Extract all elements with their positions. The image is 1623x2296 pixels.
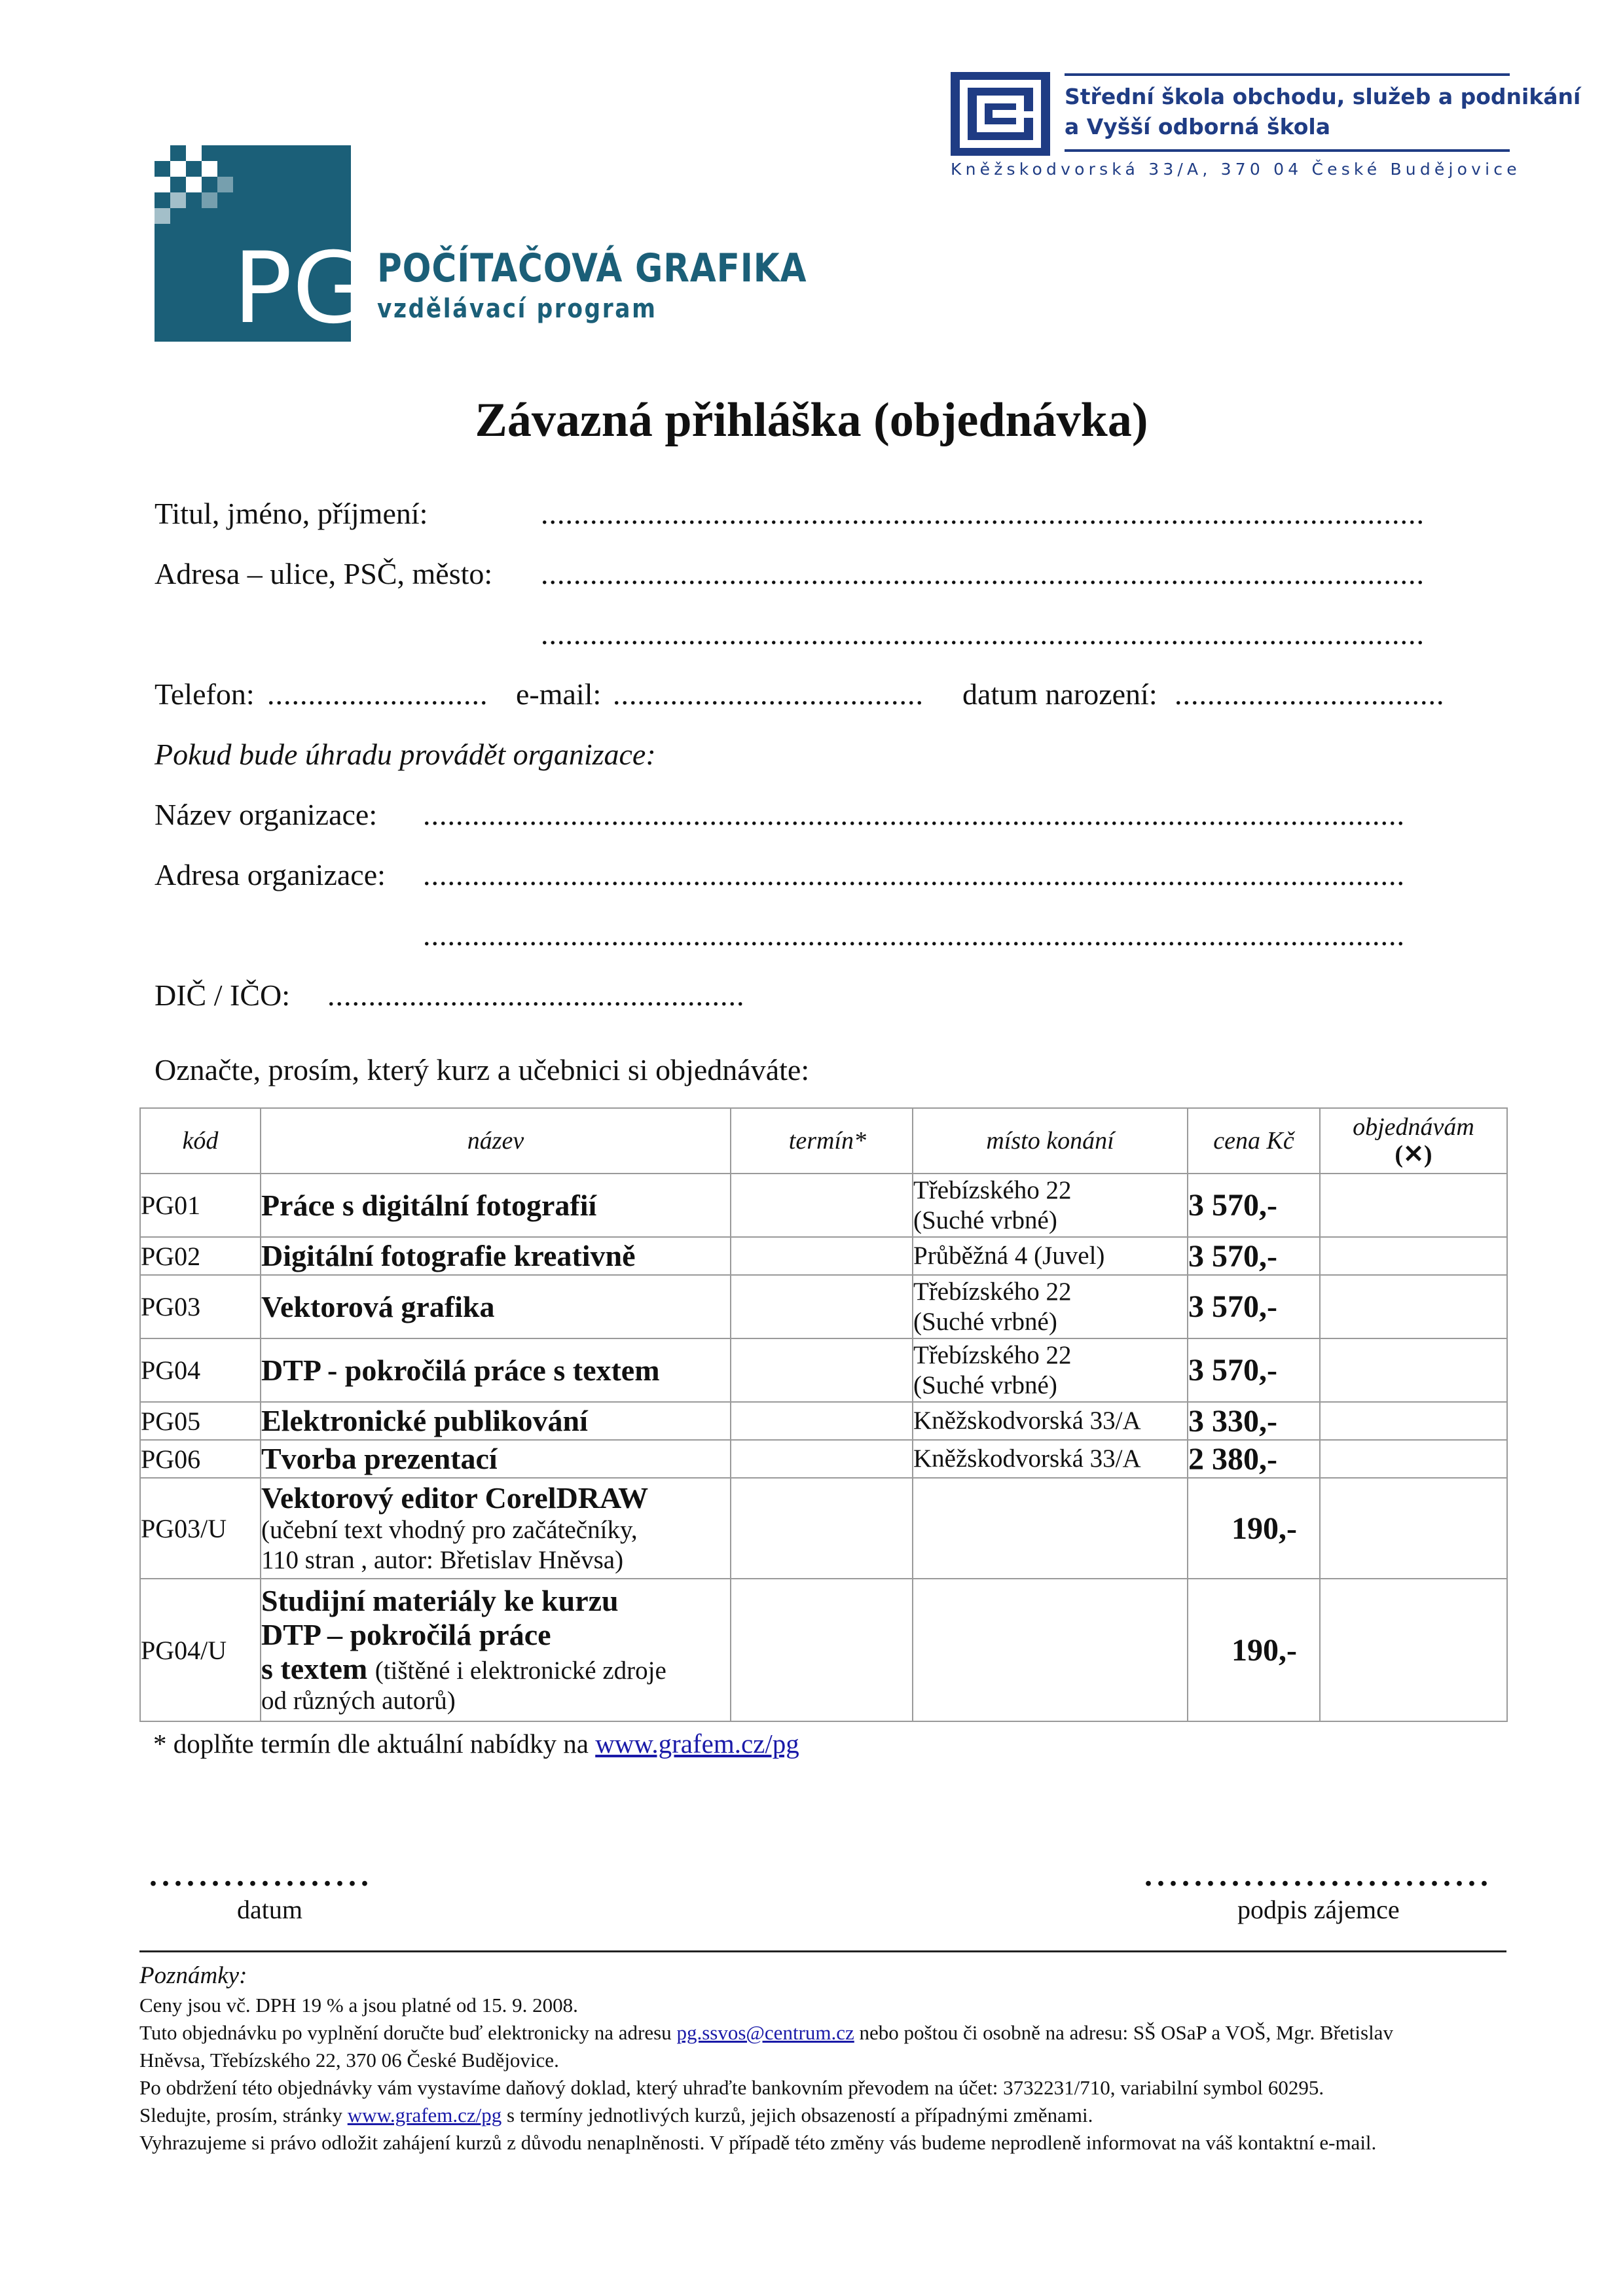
row-place (913, 1338, 1188, 1402)
notes-line6: Vyhrazujeme si právo odložit zahájení kurzů z důvodu nenaplněnosti. V případě této změny vás budeme neprodleně informovat na váš kontaktní e-mail. (139, 2131, 1377, 2154)
row-order-checkbox[interactable] (1320, 1338, 1507, 1402)
row-code: PG01 (140, 1174, 261, 1237)
row-place-line2: (Suché vrbné) (913, 1206, 1057, 1234)
signature-label: podpis zájemce (1237, 1895, 1400, 1924)
row-place-line1: Třebízského 22 (913, 1277, 1072, 1306)
row-term-field[interactable] (731, 1174, 913, 1237)
row-code: PG06 (140, 1440, 261, 1478)
birthdate-label: datum narození: (962, 677, 1158, 711)
address-field[interactable]: ............................................................................................................ (541, 557, 1425, 590)
notes-divider (139, 1950, 1506, 1952)
row-place: Kněžskodvorská 33/A (913, 1440, 1188, 1478)
row-name: Digitální fotografie kreativně (261, 1237, 731, 1275)
tax-id-field[interactable]: ................................................... (327, 978, 745, 1012)
notes-line5-before: Sledujte, prosím, stránky (139, 2104, 342, 2126)
school-name-line1: Střední škola obchodu, služeb a podnikání (1065, 84, 1581, 109)
pg-logo-letters: PG (233, 232, 369, 346)
row-order-checkbox[interactable] (1320, 1174, 1507, 1237)
pg-logo (155, 145, 369, 346)
term-footnote (153, 1728, 799, 1759)
row-code: PG03/U (140, 1478, 261, 1579)
book-title: Vektorový editor CorelDRAW (261, 1481, 649, 1515)
email-label: e-mail: (516, 677, 602, 711)
row-place (913, 1478, 1188, 1579)
row-place-line1: Třebízského 22 (913, 1340, 1072, 1369)
row-name: Vektorová grafika (261, 1275, 731, 1338)
row-term-field[interactable] (731, 1402, 913, 1440)
notes-line2-before: Tuto objednávku po vyplnění doručte buď elektronicky na adresu (139, 2021, 672, 2044)
organization-note: Pokud bude úhradu provádět organizace: (155, 738, 656, 771)
row-price: 190,- (1188, 1478, 1320, 1579)
row-price: 3 570,- (1188, 1174, 1320, 1237)
book-desc-line1: (tištěné i elektronické zdroje (374, 1657, 666, 1685)
row-order-checkbox[interactable] (1320, 1440, 1507, 1478)
notes-line1: Ceny jsou vč. DPH 19 % a jsou platné od 15. 9. 2008. (139, 1994, 578, 2017)
footnote-link[interactable]: www.grafem.cz/pg (595, 1729, 799, 1759)
row-place: Průběžná 4 (Juvel) (913, 1237, 1188, 1275)
book-desc-line2: od různých autorů) (261, 1687, 456, 1715)
row-term-field[interactable] (731, 1478, 913, 1579)
phone-field[interactable]: ........................... (267, 677, 488, 711)
program-name (377, 245, 877, 324)
school-logo-rule-bottom (1065, 149, 1510, 152)
program-subtitle: vzdělávací program (377, 294, 657, 324)
row-place-line2: (Suché vrbné) (913, 1371, 1057, 1399)
row-name (261, 1579, 731, 1721)
book-title-line3: s textem (261, 1652, 368, 1685)
table-row (140, 1338, 1507, 1402)
org-address-label: Adresa organizace: (155, 858, 386, 891)
row-code: PG05 (140, 1402, 261, 1440)
row-order-checkbox[interactable] (1320, 1237, 1507, 1275)
birthdate-field[interactable]: ................................. (1175, 677, 1445, 711)
row-term-field[interactable] (731, 1338, 913, 1402)
col-header-place: místo konání (913, 1108, 1188, 1174)
org-address-field-line2[interactable]: ........................................................................................................................ (423, 918, 1405, 952)
row-order-checkbox[interactable] (1320, 1402, 1507, 1440)
row-place (913, 1275, 1188, 1338)
row-place-line2: (Suché vrbné) (913, 1307, 1057, 1336)
notes-line4: Po obdržení této objednávky vám vystavíme daňový doklad, který uhraďte bankovním převodem na účet: 3732231/710, variabilní symbol 60295. (139, 2076, 1324, 2099)
row-term-field[interactable] (731, 1440, 913, 1478)
table-row (140, 1402, 1507, 1440)
col-header-order-label: objednávám (1353, 1113, 1474, 1141)
notes-line5-after: s termíny jednotlivých kurzů, jejich obsazeností a případnými změnami. (507, 2104, 1093, 2126)
notes-line3: Hněvsa, Třebízského 22, 370 06 České Budějovice. (139, 2049, 559, 2072)
notes-section (139, 1960, 1393, 2157)
col-header-code: kód (140, 1108, 261, 1174)
row-price: 3 570,- (1188, 1275, 1320, 1338)
name-label: Titul, jméno, příjmení: (155, 497, 428, 530)
row-order-checkbox[interactable] (1320, 1275, 1507, 1338)
col-header-order (1320, 1108, 1507, 1174)
row-place: Kněžskodvorská 33/A (913, 1402, 1188, 1440)
notes-line2-after: nebo poštou či osobně na adresu: SŠ OSaP a VOŠ, Mgr. Břetislav (859, 2021, 1393, 2044)
row-code: PG04 (140, 1338, 261, 1402)
row-order-checkbox[interactable] (1320, 1579, 1507, 1721)
row-price: 3 570,- (1188, 1338, 1320, 1402)
book-desc-line2: 110 stran , autor: Břetislav Hněvsa) (261, 1546, 624, 1574)
school-logo-icon (951, 72, 1050, 156)
row-code: PG03 (140, 1275, 261, 1338)
school-name (1065, 82, 1580, 142)
row-name: Tvorba prezentací (261, 1440, 731, 1478)
book-desc-line1: (učební text vhodný pro začátečníky, (261, 1516, 638, 1544)
row-term-field[interactable] (731, 1237, 913, 1275)
row-name: Elektronické publikování (261, 1402, 731, 1440)
org-name-field[interactable]: ........................................................................................................................ (423, 798, 1405, 831)
table-row (140, 1579, 1507, 1721)
course-select-prompt: Označte, prosím, který kurz a učebnici si objednáváte: (155, 1053, 810, 1086)
address-field-line2[interactable]: ............................................................................................................ (541, 617, 1425, 651)
school-address: Kněžskodvorská 33/A, 370 04 České Budějovice (951, 160, 1521, 179)
footnote-text: * doplňte termín dle aktuální nabídky na (153, 1729, 589, 1759)
table-row (140, 1237, 1507, 1275)
row-price: 190,- (1188, 1579, 1320, 1721)
col-header-term: termín* (731, 1108, 913, 1174)
page-title: Závazná přihláška (objednávka) (475, 393, 1148, 447)
book-title-line3-wrap (261, 1652, 730, 1686)
book-title-line2: DTP – pokročilá práce (261, 1618, 551, 1651)
row-name (261, 1478, 731, 1579)
notes-web-link[interactable]: www.grafem.cz/pg (347, 2104, 502, 2126)
school-logo-rule-top (1065, 73, 1510, 76)
program-title: POČÍTAČOVÁ GRAFIKA (377, 245, 807, 291)
date-label: datum (237, 1895, 302, 1924)
row-order-checkbox[interactable] (1320, 1478, 1507, 1579)
row-code: PG04/U (140, 1579, 261, 1721)
row-term-field[interactable] (731, 1275, 913, 1338)
email-field[interactable]: ...................................... (613, 677, 924, 711)
col-header-order-mark: (✕) (1395, 1141, 1432, 1168)
row-term-field[interactable] (731, 1579, 913, 1721)
book-title-line1: Studijní materiály ke kurzu (261, 1584, 619, 1617)
notes-line2 (139, 2019, 1393, 2047)
row-code: PG02 (140, 1237, 261, 1275)
row-place-line1: Třebízského 22 (913, 1175, 1072, 1204)
row-place (913, 1579, 1188, 1721)
notes-heading: Poznámky: (139, 1962, 247, 1989)
order-table (139, 1107, 1508, 1722)
org-name-label: Název organizace: (155, 798, 378, 831)
row-name: DTP - pokročilá práce s textem (261, 1338, 731, 1402)
table-row (140, 1174, 1507, 1237)
table-row (140, 1440, 1507, 1478)
col-header-name: název (261, 1108, 731, 1174)
row-place (913, 1174, 1188, 1237)
row-price: 3 570,- (1188, 1237, 1320, 1275)
table-row (140, 1275, 1507, 1338)
row-price: 3 330,- (1188, 1402, 1320, 1440)
notes-line5 (139, 2102, 1393, 2129)
signature-field[interactable]: ............................ (1144, 1858, 1493, 1893)
table-row (140, 1478, 1507, 1579)
phone-label: Telefon: (155, 677, 255, 711)
tax-id-label: DIČ / IČO: (155, 978, 290, 1012)
col-header-price: cena Kč (1188, 1108, 1320, 1174)
org-address-field[interactable]: ........................................................................................................................ (423, 858, 1405, 891)
address-label: Adresa – ulice, PSČ, město: (155, 557, 493, 590)
school-name-line2: a Vyšší odborná škola (1065, 114, 1330, 139)
table-header-row (140, 1108, 1507, 1174)
name-field[interactable]: ............................................................................................................ (541, 497, 1425, 530)
row-name: Práce s digitální fotografií (261, 1174, 731, 1237)
notes-email-link[interactable]: pg.ssvos@centrum.cz (676, 2021, 854, 2044)
date-field[interactable]: .................. (149, 1858, 373, 1893)
row-price: 2 380,- (1188, 1440, 1320, 1478)
